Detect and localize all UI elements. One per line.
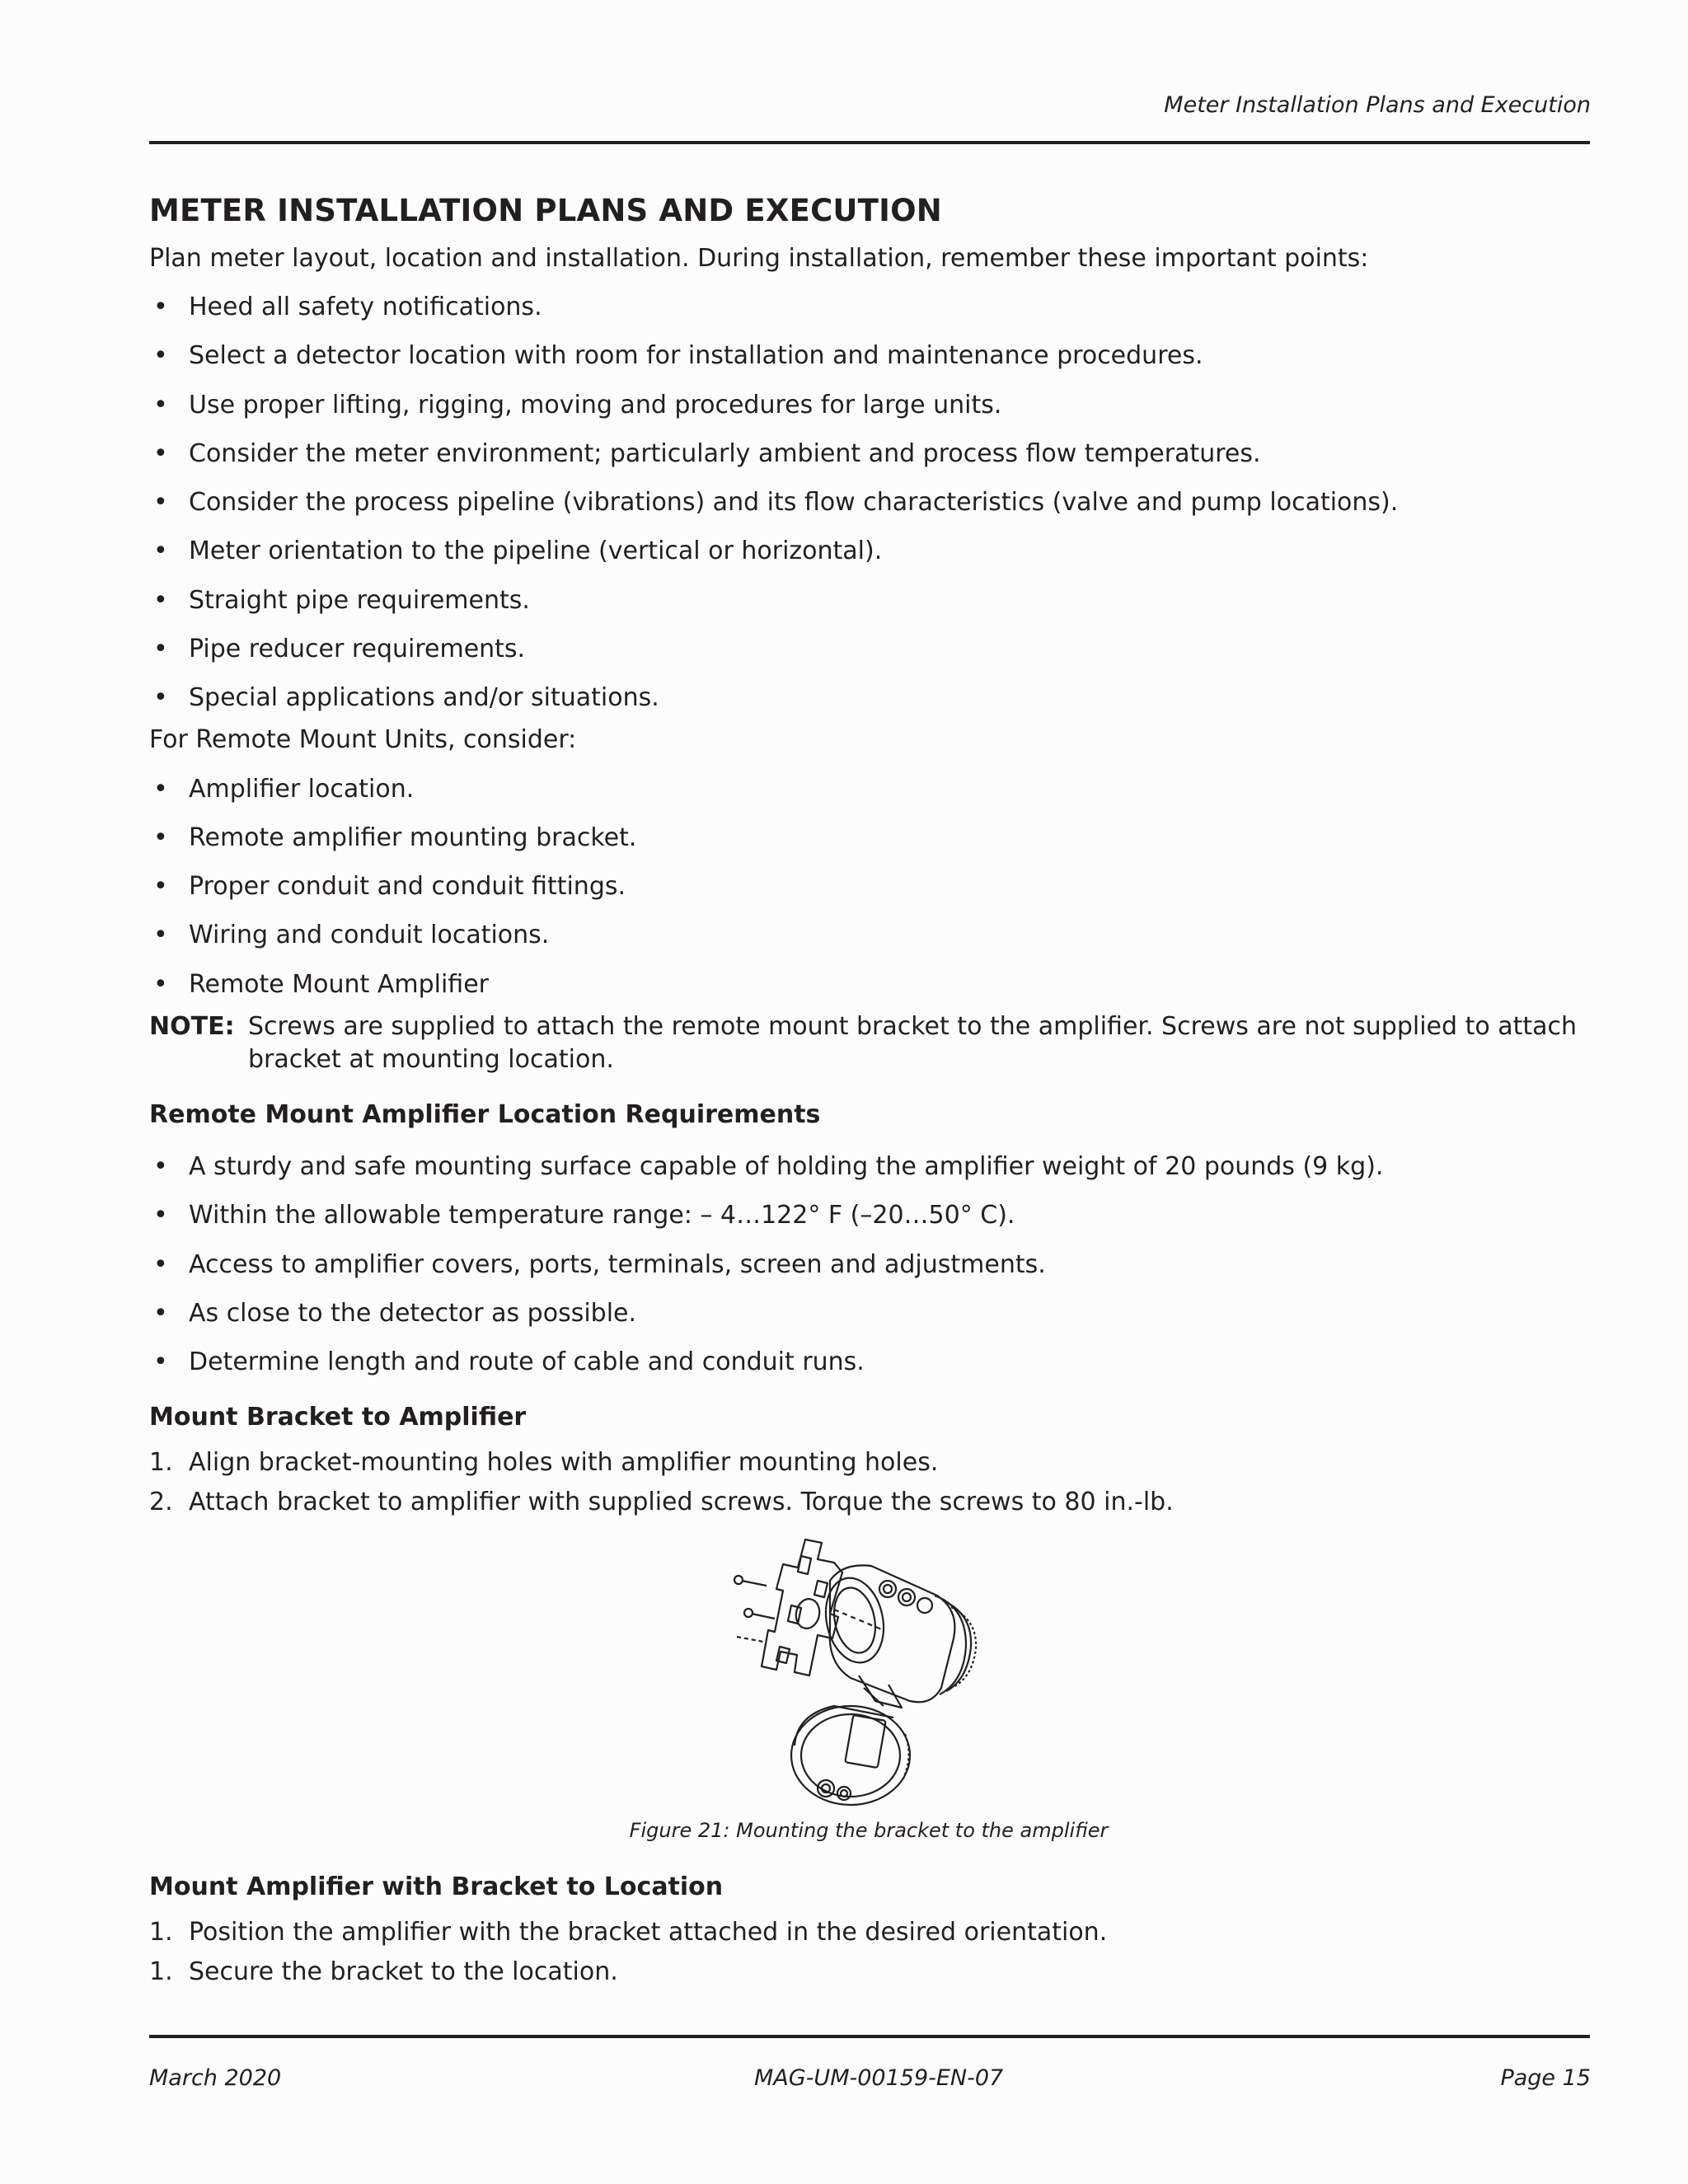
bullet: • — [153, 921, 168, 949]
bullet: • — [153, 823, 168, 852]
location-requirements-heading: Remote Mount Amplifier Location Requirements — [149, 1100, 821, 1129]
intro-paragraph: Plan meter layout, location and installation. During installation, remember these important points: — [149, 244, 1369, 273]
bullet: • — [153, 775, 168, 804]
step-text: Position the amplifier with the bracket attached in the desired orientation. — [189, 1918, 1108, 1947]
bullet: • — [153, 293, 168, 321]
step-text: Attach bracket to amplifier with supplied screws. Torque the screws to 80 in.-lb. — [189, 1488, 1174, 1516]
note-label: NOTE: — [149, 1012, 235, 1041]
step-text: Align bracket-mounting holes with amplifier mounting holes. — [189, 1448, 939, 1477]
bullet: • — [153, 970, 168, 999]
list-item: Use proper lifting, rigging, moving and procedures for large units. — [189, 391, 1002, 419]
bullet: • — [153, 341, 168, 370]
note-text: Screws are supplied to attach the remote mount bracket to the amplifier. Screws are not supplied to attach bracket at mounting location. — [248, 1012, 1578, 1074]
list-item: Meter orientation to the pipeline (vertical or horizontal). — [189, 537, 883, 565]
footer-rule — [149, 2035, 1590, 2038]
list-item: As close to the detector as possible. — [189, 1299, 637, 1328]
bullet: • — [153, 1152, 168, 1181]
bullet: • — [153, 586, 168, 615]
list-item: Consider the meter environment; particularly ambient and process flow temperatures. — [189, 439, 1261, 468]
bullet: • — [153, 537, 168, 565]
remote-intro: For Remote Mount Units, consider: — [149, 725, 577, 754]
bracket-amplifier-illustration — [719, 1531, 1015, 1811]
footer-date: March 2020 — [149, 2065, 282, 2091]
running-header: Meter Installation Plans and Execution — [1164, 92, 1591, 118]
list-item: Straight pipe requirements. — [189, 586, 530, 615]
bullet: • — [153, 391, 168, 419]
step-number: 1. — [149, 1448, 173, 1477]
page-title: METER INSTALLATION PLANS AND EXECUTION — [149, 193, 942, 228]
bullet: • — [153, 1201, 168, 1230]
list-item: Within the allowable temperature range: – 4…122° F (–20…50° C). — [189, 1201, 1015, 1230]
bullet: • — [153, 872, 168, 901]
list-item: Remote amplifier mounting bracket. — [189, 823, 637, 852]
header-rule — [149, 141, 1590, 144]
list-item: Wiring and conduit locations. — [189, 921, 550, 949]
step-number: 2. — [149, 1488, 173, 1516]
list-item: Pipe reducer requirements. — [189, 635, 526, 663]
bullet: • — [153, 635, 168, 663]
list-item: Remote Mount Amplifier — [189, 970, 489, 999]
list-item: Select a detector location with room for installation and maintenance procedures. — [189, 341, 1203, 370]
list-item: Proper conduit and conduit fittings. — [189, 872, 626, 901]
bullet: • — [153, 488, 168, 517]
step-number: 1. — [149, 1957, 173, 1986]
step-text: Secure the bracket to the location. — [189, 1957, 618, 1986]
bullet: • — [153, 1347, 168, 1376]
list-item: Access to amplifier covers, ports, terminals, screen and adjustments. — [189, 1250, 1046, 1279]
bullet: • — [153, 683, 168, 712]
list-item: Consider the process pipeline (vibrations) and its flow characteristics (valve and pump locations). — [189, 488, 1399, 517]
list-item: Special applications and/or situations. — [189, 683, 659, 712]
list-item: A sturdy and safe mounting surface capable of holding the amplifier weight of 20 pounds (9 kg). — [189, 1152, 1384, 1181]
bullet: • — [153, 1299, 168, 1328]
figure-caption: Figure 21: Mounting the bracket to the amplifier — [629, 1819, 1109, 1842]
mount-bracket-heading: Mount Bracket to Amplifier — [149, 1403, 527, 1432]
list-item: Heed all safety notifications. — [189, 293, 542, 321]
step-number: 1. — [149, 1918, 173, 1947]
list-item: Determine length and route of cable and conduit runs. — [189, 1347, 865, 1376]
mount-location-heading: Mount Amplifier with Bracket to Location — [149, 1872, 724, 1901]
footer-page-number: Page 15 — [1500, 2065, 1591, 2091]
bullet: • — [153, 1250, 168, 1279]
bullet: • — [153, 439, 168, 468]
footer-document-id: MAG-UM-00159-EN-07 — [754, 2065, 1004, 2091]
list-item: Amplifier location. — [189, 775, 415, 804]
